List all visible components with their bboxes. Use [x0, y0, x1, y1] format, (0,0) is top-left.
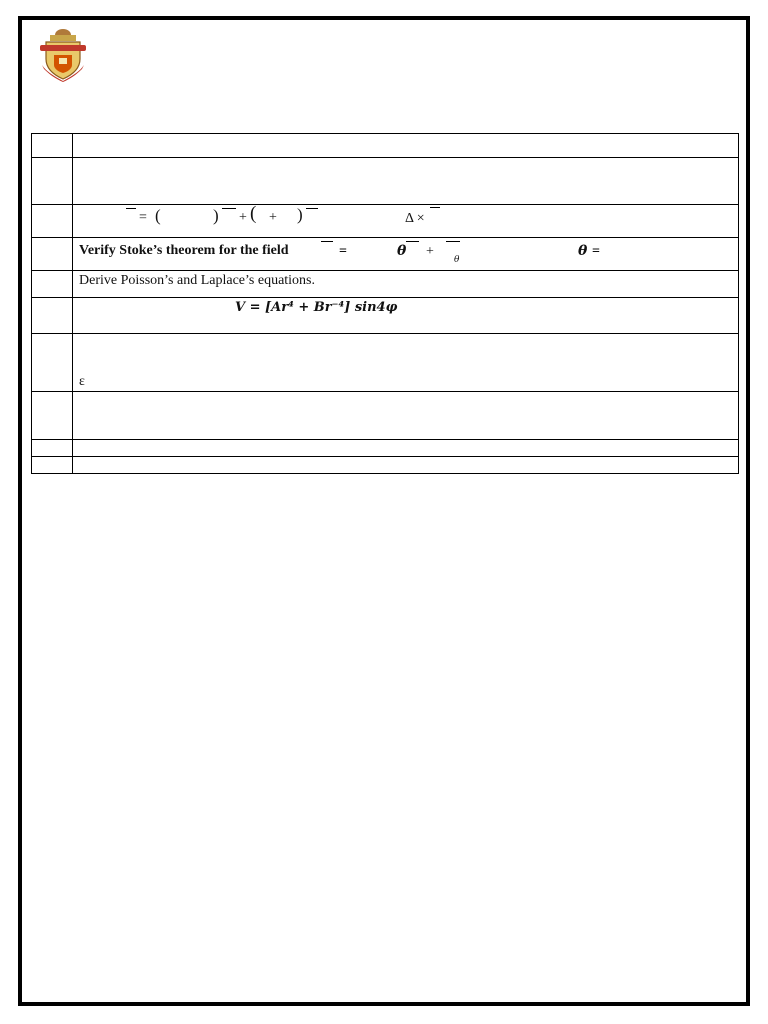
question-number-cell	[32, 205, 73, 238]
question-table	[31, 133, 739, 474]
question-cell	[73, 457, 739, 474]
table-row	[32, 298, 739, 334]
question-number-cell	[32, 440, 73, 457]
table-row	[32, 392, 739, 440]
table-row	[32, 457, 739, 474]
question-cell	[73, 158, 739, 205]
epsilon-symbol: ε	[79, 374, 85, 389]
equals-sign: =	[139, 210, 147, 225]
question-cell-stokes	[73, 238, 739, 271]
question-number-cell	[32, 158, 73, 205]
vector-overbar	[306, 208, 318, 209]
question-number-cell	[32, 392, 73, 440]
university-crest-logo	[36, 25, 90, 83]
question-number-cell	[32, 298, 73, 334]
question-cell	[73, 392, 739, 440]
right-paren: )	[213, 206, 219, 225]
table-row	[32, 271, 739, 298]
question-number-cell	[32, 238, 73, 271]
theta-symbol: θ	[578, 243, 588, 259]
vector-overbar	[446, 241, 460, 242]
table-row	[32, 158, 739, 205]
question-cell-vector-field	[73, 205, 739, 238]
question-text: Derive Poisson’s and Laplace’s equations.	[79, 273, 316, 288]
potential-equation: V = [Ar⁴ + Br⁻⁴] sin4φ	[235, 300, 398, 315]
theta-symbol: θ	[397, 243, 407, 259]
question-cell-potential	[73, 298, 739, 334]
plus-sign: +	[269, 210, 277, 225]
question-cell-permittivity	[73, 334, 739, 392]
question-number-cell	[32, 457, 73, 474]
table-row	[32, 440, 739, 457]
question-cell-poisson	[73, 271, 739, 298]
equals-sign: =	[592, 244, 600, 259]
question-text: Verify Stoke’s theorem for the field	[79, 243, 289, 258]
plus-sign: +	[239, 210, 247, 225]
question-number-cell	[32, 134, 73, 158]
question-number-cell	[32, 334, 73, 392]
vector-overbar	[222, 208, 236, 209]
table-row	[32, 334, 739, 392]
table-row	[32, 205, 739, 238]
question-cell	[73, 134, 739, 158]
plus-sign: +	[426, 244, 434, 259]
vector-overbar	[126, 208, 136, 209]
equals-sign: =	[339, 244, 347, 259]
right-paren: )	[297, 205, 303, 224]
table-row	[32, 238, 739, 271]
vector-overbar	[321, 241, 333, 242]
question-number-cell	[32, 271, 73, 298]
curl-operator: Δ ×	[405, 211, 425, 226]
table-row	[32, 134, 739, 158]
theta-subscript: θ	[454, 255, 460, 265]
vector-overbar	[406, 241, 419, 242]
left-paren: (	[155, 206, 161, 225]
vector-overbar	[430, 207, 440, 208]
question-cell	[73, 440, 739, 457]
left-paren: (	[250, 203, 257, 224]
